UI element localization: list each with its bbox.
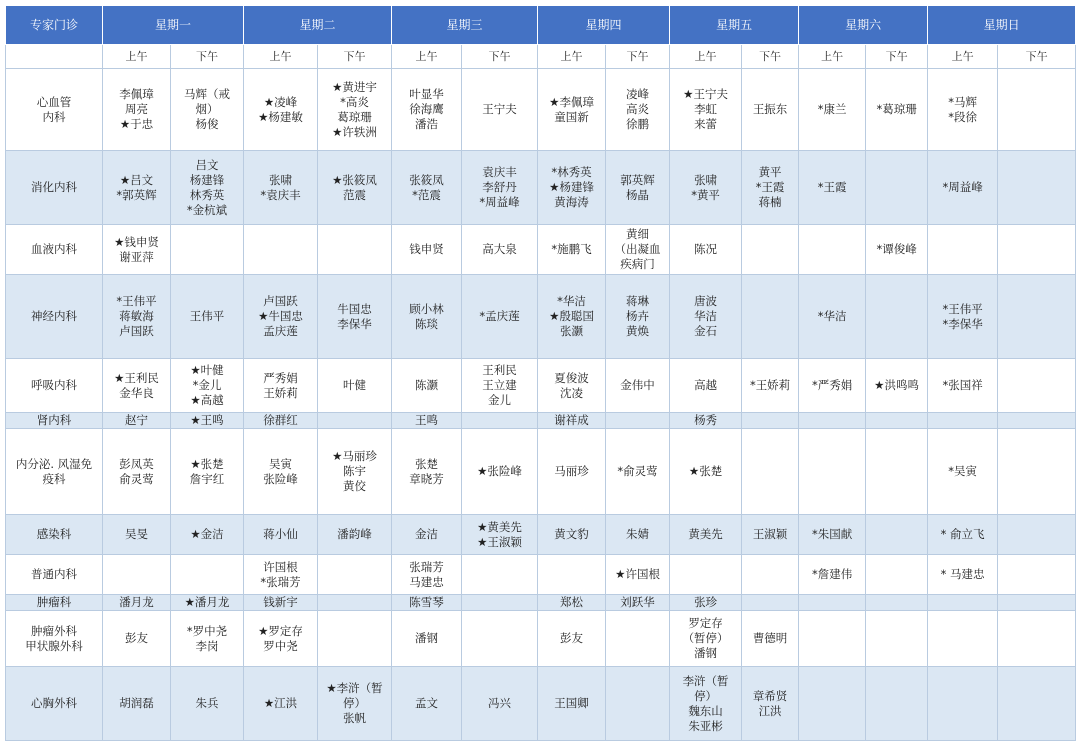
schedule-cell: *严秀娟 — [799, 359, 866, 413]
schedule-cell: ★马丽珍 陈宇 黄佼 — [318, 429, 392, 515]
table-row — [6, 151, 1076, 225]
department-name: 神经内科 — [6, 275, 103, 359]
table-row — [6, 69, 1076, 151]
schedule-cell — [799, 611, 866, 667]
schedule-cell: 李浒（暂 停） 魏东山 朱亚彬 — [670, 667, 742, 741]
schedule-cell — [998, 69, 1076, 151]
schedule-cell: 杨秀 — [670, 413, 742, 429]
department-name: 消化内科 — [6, 151, 103, 225]
schedule-cell: *吴寅 — [928, 429, 998, 515]
schedule-cell: 张瑞芳 马建忠 — [392, 555, 462, 595]
schedule-cell — [998, 275, 1076, 359]
schedule-cell: 钱申贤 — [392, 225, 462, 275]
schedule-cell: 章希贤 江洪 — [742, 667, 799, 741]
schedule-cell: *孟庆莲 — [462, 275, 538, 359]
department-name: 普通内科 — [6, 555, 103, 595]
schedule-cell: 张啸 *黄平 — [670, 151, 742, 225]
session-pm: 下午 — [606, 45, 670, 69]
schedule-cell: *施鹏飞 — [538, 225, 606, 275]
schedule-cell — [799, 595, 866, 611]
schedule-cell — [866, 413, 928, 429]
schedule-cell: 陈灏 — [392, 359, 462, 413]
clinic-schedule-table — [5, 5, 1076, 741]
day-header-row — [6, 6, 1076, 45]
schedule-cell: 郭英辉 杨晶 — [606, 151, 670, 225]
schedule-cell: *詹建伟 — [799, 555, 866, 595]
schedule-cell: 顾小林 陈琰 — [392, 275, 462, 359]
schedule-cell: *华洁 — [799, 275, 866, 359]
schedule-cell: 冯兴 — [462, 667, 538, 741]
schedule-cell: *王伟平 *李保华 — [928, 275, 998, 359]
schedule-cell: ★王鸣 — [171, 413, 244, 429]
schedule-cell: ★黄进宇 *高炎 葛琼珊 ★许轶洲 — [318, 69, 392, 151]
schedule-cell: 王鸣 — [392, 413, 462, 429]
schedule-cell — [244, 225, 318, 275]
session-am: 上午 — [103, 45, 171, 69]
schedule-cell: ★张楚 — [670, 429, 742, 515]
schedule-cell: 蒋小仙 — [244, 515, 318, 555]
schedule-cell: ★黄美先 ★王淑颖 — [462, 515, 538, 555]
schedule-cell: 马丽珍 — [538, 429, 606, 515]
table-row — [6, 359, 1076, 413]
schedule-cell: 朱婧 — [606, 515, 670, 555]
schedule-cell: ★王利民 金华良 — [103, 359, 171, 413]
schedule-cell: *葛琼珊 — [866, 69, 928, 151]
schedule-cell: 王伟平 — [171, 275, 244, 359]
schedule-cell: 孟文 — [392, 667, 462, 741]
schedule-cell — [866, 667, 928, 741]
schedule-cell: ★李浒（暂 停） 张帆 — [318, 667, 392, 741]
schedule-cell — [928, 225, 998, 275]
schedule-cell: 叶显华 徐海鹰 潘浩 — [392, 69, 462, 151]
schedule-cell: 吴寅 张险峰 — [244, 429, 318, 515]
schedule-cell: 陈况 — [670, 225, 742, 275]
schedule-cell: ★罗定存 罗中尧 — [244, 611, 318, 667]
schedule-cell: 王宁夫 — [462, 69, 538, 151]
schedule-cell — [998, 611, 1076, 667]
session-am: 上午 — [670, 45, 742, 69]
day-header-fri: 星期五 — [670, 6, 799, 45]
schedule-cell — [171, 225, 244, 275]
corner-header: 专家门诊 — [6, 6, 103, 45]
table-row — [6, 667, 1076, 741]
schedule-cell: 潘钢 — [392, 611, 462, 667]
table-row — [6, 555, 1076, 595]
schedule-cell: 罗定存 （暂停） 潘钢 — [670, 611, 742, 667]
schedule-cell — [462, 611, 538, 667]
schedule-cell: 金洁 — [392, 515, 462, 555]
schedule-cell: 王振东 — [742, 69, 799, 151]
schedule-cell — [998, 225, 1076, 275]
schedule-cell: 黄文豹 — [538, 515, 606, 555]
schedule-cell — [318, 611, 392, 667]
schedule-cell: * 俞立飞 — [928, 515, 998, 555]
schedule-cell — [799, 667, 866, 741]
schedule-cell — [998, 429, 1076, 515]
schedule-cell — [866, 515, 928, 555]
schedule-cell: 张楚 章晓芳 — [392, 429, 462, 515]
schedule-cell — [799, 429, 866, 515]
schedule-cell: 潘韵峰 — [318, 515, 392, 555]
session-am: 上午 — [244, 45, 318, 69]
department-name: 心血管 内科 — [6, 69, 103, 151]
schedule-cell — [866, 611, 928, 667]
session-header-row — [6, 45, 1076, 69]
schedule-cell: 徐群红 — [244, 413, 318, 429]
session-am: 上午 — [392, 45, 462, 69]
schedule-cell: *罗中尧 李岗 — [171, 611, 244, 667]
schedule-cell — [998, 555, 1076, 595]
schedule-cell — [928, 413, 998, 429]
schedule-cell: 王淑颖 — [742, 515, 799, 555]
schedule-cell — [606, 667, 670, 741]
schedule-cell: 王利民 王立建 金儿 — [462, 359, 538, 413]
schedule-cell — [742, 413, 799, 429]
schedule-cell: 高大泉 — [462, 225, 538, 275]
schedule-cell — [318, 595, 392, 611]
schedule-cell: ★许国根 — [606, 555, 670, 595]
schedule-cell — [606, 413, 670, 429]
department-name: 肿瘤外科 甲状腺外科 — [6, 611, 103, 667]
schedule-cell: 高越 — [670, 359, 742, 413]
schedule-cell: ★叶健 *金儿 ★高越 — [171, 359, 244, 413]
schedule-cell: 王国卿 — [538, 667, 606, 741]
department-name: 感染科 — [6, 515, 103, 555]
schedule-cell: 张筱凤 *范震 — [392, 151, 462, 225]
schedule-cell: 潘月龙 — [103, 595, 171, 611]
schedule-cell — [318, 225, 392, 275]
table-row — [6, 515, 1076, 555]
schedule-cell: *华洁 ★殷聪国 张灏 — [538, 275, 606, 359]
table-row — [6, 413, 1076, 429]
schedule-cell: ★王宁夫 李虹 来蕾 — [670, 69, 742, 151]
schedule-cell: ★李佩璋 童国新 — [538, 69, 606, 151]
department-name: 呼吸内科 — [6, 359, 103, 413]
schedule-cell: 严秀娟 王娇莉 — [244, 359, 318, 413]
schedule-cell — [928, 611, 998, 667]
schedule-cell: ★张楚 詹宇红 — [171, 429, 244, 515]
schedule-cell: *谭俊峰 — [866, 225, 928, 275]
schedule-cell: 黄美先 — [670, 515, 742, 555]
schedule-cell: *周益峰 — [928, 151, 998, 225]
session-pm: 下午 — [171, 45, 244, 69]
schedule-cell — [318, 413, 392, 429]
schedule-cell: 曹德明 — [742, 611, 799, 667]
day-header-tue: 星期二 — [244, 6, 392, 45]
schedule-cell — [742, 555, 799, 595]
schedule-cell — [928, 595, 998, 611]
schedule-cell — [742, 225, 799, 275]
schedule-cell: *林秀英 ★杨建锋 黄海涛 — [538, 151, 606, 225]
schedule-cell: *王娇莉 — [742, 359, 799, 413]
schedule-cell: 吴旻 — [103, 515, 171, 555]
schedule-cell — [171, 555, 244, 595]
table-row — [6, 595, 1076, 611]
schedule-cell — [742, 275, 799, 359]
schedule-cell: *俞灵莺 — [606, 429, 670, 515]
schedule-cell — [866, 555, 928, 595]
schedule-cell: 李佩璋 周亮 ★于忠 — [103, 69, 171, 151]
session-am: 上午 — [538, 45, 606, 69]
department-name: 血液内科 — [6, 225, 103, 275]
table-row — [6, 611, 1076, 667]
session-pm: 下午 — [998, 45, 1076, 69]
schedule-cell: 唐波 华洁 金石 — [670, 275, 742, 359]
schedule-cell: 袁庆丰 李舒丹 *周益峰 — [462, 151, 538, 225]
schedule-cell: *王霞 — [799, 151, 866, 225]
day-header-thu: 星期四 — [538, 6, 670, 45]
day-header-sat: 星期六 — [799, 6, 928, 45]
schedule-cell — [538, 555, 606, 595]
schedule-cell: 张啸 *袁庆丰 — [244, 151, 318, 225]
schedule-cell: ★金洁 — [171, 515, 244, 555]
schedule-cell — [998, 413, 1076, 429]
schedule-cell — [928, 667, 998, 741]
session-pm: 下午 — [318, 45, 392, 69]
schedule-cell — [866, 275, 928, 359]
schedule-cell — [998, 151, 1076, 225]
table-row — [6, 429, 1076, 515]
schedule-cell — [462, 555, 538, 595]
schedule-cell: 夏俊波 沈凌 — [538, 359, 606, 413]
schedule-cell: ★凌峰 ★杨建敏 — [244, 69, 318, 151]
schedule-cell: ★洪鸣鸣 — [866, 359, 928, 413]
day-header-wed: 星期三 — [392, 6, 538, 45]
session-pm: 下午 — [866, 45, 928, 69]
schedule-cell: 刘跃华 — [606, 595, 670, 611]
schedule-cell — [799, 413, 866, 429]
schedule-cell: 牛国忠 李保华 — [318, 275, 392, 359]
schedule-cell — [998, 359, 1076, 413]
table-row — [6, 225, 1076, 275]
session-pm: 下午 — [462, 45, 538, 69]
schedule-cell — [799, 225, 866, 275]
schedule-cell: 朱兵 — [171, 667, 244, 741]
schedule-cell: 吕文 杨建锋 林秀英 *金杭斌 — [171, 151, 244, 225]
schedule-cell — [998, 515, 1076, 555]
schedule-cell: 叶健 — [318, 359, 392, 413]
day-header-mon: 星期一 — [103, 6, 244, 45]
schedule-cell: *张国祥 — [928, 359, 998, 413]
schedule-cell: *马辉 *段徐 — [928, 69, 998, 151]
session-pm: 下午 — [742, 45, 799, 69]
schedule-cell: 黄细 （出凝血 疾病门 — [606, 225, 670, 275]
department-name: 肾内科 — [6, 413, 103, 429]
schedule-cell: ★潘月龙 — [171, 595, 244, 611]
table-row — [6, 275, 1076, 359]
session-am: 上午 — [928, 45, 998, 69]
schedule-cell — [606, 611, 670, 667]
schedule-cell: ★吕文 *郭英辉 — [103, 151, 171, 225]
schedule-cell: 金伟中 — [606, 359, 670, 413]
schedule-cell — [462, 595, 538, 611]
schedule-cell — [670, 555, 742, 595]
department-name: 内分泌. 风湿免 疫科 — [6, 429, 103, 515]
schedule-cell — [742, 429, 799, 515]
department-name: 心胸外科 — [6, 667, 103, 741]
schedule-cell: ★张险峰 — [462, 429, 538, 515]
schedule-cell: 胡润磊 — [103, 667, 171, 741]
schedule-cell: ★江洪 — [244, 667, 318, 741]
schedule-cell — [318, 555, 392, 595]
schedule-cell: 黄平 *王霞 蒋楠 — [742, 151, 799, 225]
schedule-cell: ★钱申贤 谢亚萍 — [103, 225, 171, 275]
schedule-cell: 彭凤英 俞灵莺 — [103, 429, 171, 515]
schedule-cell: 谢祥成 — [538, 413, 606, 429]
schedule-cell: *康兰 — [799, 69, 866, 151]
schedule-cell: ★张筱凤 范震 — [318, 151, 392, 225]
schedule-cell — [103, 555, 171, 595]
schedule-cell: 张珍 — [670, 595, 742, 611]
schedule-cell: 郑松 — [538, 595, 606, 611]
schedule-cell — [866, 429, 928, 515]
schedule-cell: 陈雪琴 — [392, 595, 462, 611]
schedule-cell: 凌峰 高炎 徐鹏 — [606, 69, 670, 151]
schedule-cell — [866, 595, 928, 611]
schedule-cell: *王伟平 蒋敏海 卢国跃 — [103, 275, 171, 359]
session-am: 上午 — [799, 45, 866, 69]
department-name: 肿瘤科 — [6, 595, 103, 611]
schedule-cell: * 马建忠 — [928, 555, 998, 595]
session-corner — [6, 45, 103, 69]
schedule-cell: 许国根 *张瑞芳 — [244, 555, 318, 595]
schedule-cell: *朱国献 — [799, 515, 866, 555]
schedule-cell — [866, 151, 928, 225]
schedule-cell — [742, 595, 799, 611]
schedule-cell: 赵宁 — [103, 413, 171, 429]
schedule-cell: 彭友 — [103, 611, 171, 667]
schedule-cell: 马辉（戒烟） 杨俊 — [171, 69, 244, 151]
schedule-cell: 钱新宇 — [244, 595, 318, 611]
schedule-cell: 卢国跃 ★牛国忠 孟庆莲 — [244, 275, 318, 359]
schedule-cell: 彭友 — [538, 611, 606, 667]
schedule-cell — [462, 413, 538, 429]
schedule-cell — [998, 667, 1076, 741]
schedule-cell: 蒋琳 杨卉 黄焕 — [606, 275, 670, 359]
schedule-cell — [998, 595, 1076, 611]
day-header-sun: 星期日 — [928, 6, 1076, 45]
